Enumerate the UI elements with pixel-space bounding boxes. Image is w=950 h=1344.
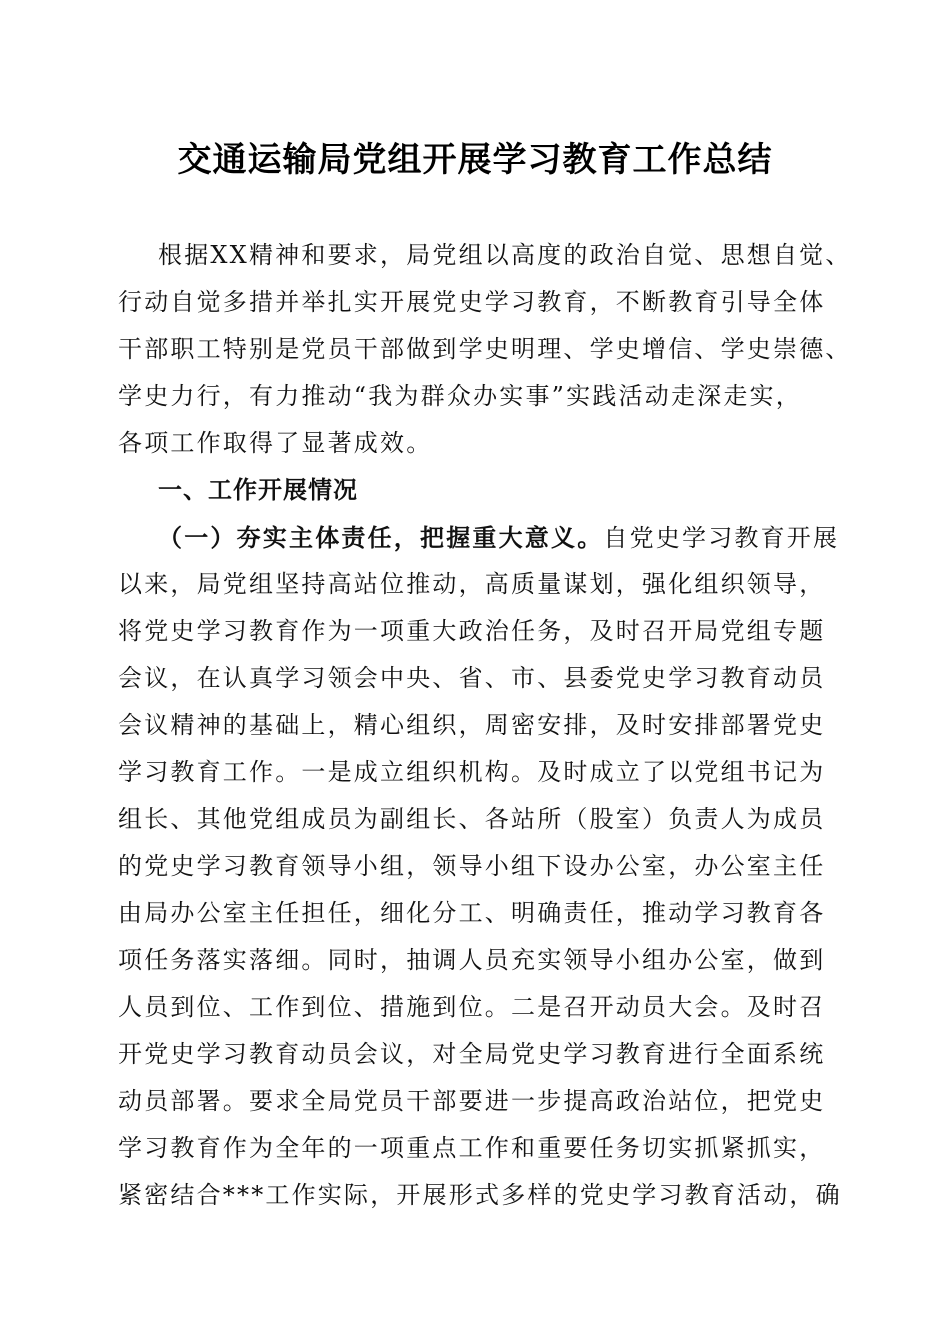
- document-body: [118, 232, 852, 1219]
- section-heading: 一、工作开展情况: [158, 476, 358, 504]
- body-line: 动员部署。要求全局党员干部要进一步提高政治站位，把党史: [118, 1087, 826, 1115]
- body-line: 由局办公室主任担任，细化分工、明确责任，推动学习教育各: [118, 899, 826, 927]
- document-title: 交通运输局党组开展学习教育工作总结: [177, 140, 773, 180]
- body-line: 的党史学习教育领导小组，领导小组下设办公室，办公室主任: [118, 852, 826, 880]
- intro-line: 行动自觉多措并举扎实开展党史学习教育，不断教育引导全体: [118, 288, 826, 316]
- body-line: 项任务落实落细。同时，抽调人员充实领导小组办公室，做到: [118, 946, 826, 974]
- body-line: 以来，局党组坚持高站位推动，高质量谋划，强化组织领导，: [118, 570, 826, 598]
- subsection-first-line: [118, 514, 838, 561]
- body-line: 会议精神的基础上，精心组织，周密安排，及时安排部署党史: [118, 711, 826, 739]
- body-line: 人员到位、工作到位、措施到位。二是召开动员大会。及时召: [118, 993, 826, 1021]
- subsection-first-line-text: 自党史学习教育开展: [603, 524, 840, 552]
- body-line: 组长、其他党组成员为副组长、各站所（股室）负责人为成员: [118, 805, 826, 833]
- intro-line: 干部职工特别是党员干部做到学史明理、学史增信、学史崇德、: [118, 335, 852, 363]
- body-line: 学习教育作为全年的一项重点工作和重要任务切实抓紧抓实，: [118, 1134, 826, 1162]
- body-line: 会议，在认真学习领会中央、省、市、县委党史学习教育动员: [118, 664, 826, 692]
- intro-line: 学史力行，有力推动“我为群众办实事”实践活动走深走实，: [118, 382, 802, 410]
- body-line: 紧密结合***工作实际，开展形式多样的党史学习教育活动，确: [118, 1181, 842, 1209]
- intro-line: 各项工作取得了显著成效。: [118, 429, 433, 457]
- subsection-heading: （一）夯实主体责任，把握重大意义。: [158, 523, 604, 552]
- intro-line: 根据XX精神和要求，局党组以高度的政治自觉、思想自觉、: [158, 241, 852, 269]
- body-line: 学习教育工作。一是成立组织机构。及时成立了以党组书记为: [118, 758, 826, 786]
- body-line: 将党史学习教育作为一项重大政治任务，及时召开局党组专题: [118, 617, 826, 645]
- body-line: 开党史学习教育动员会议，对全局党史学习教育进行全面系统: [118, 1040, 826, 1068]
